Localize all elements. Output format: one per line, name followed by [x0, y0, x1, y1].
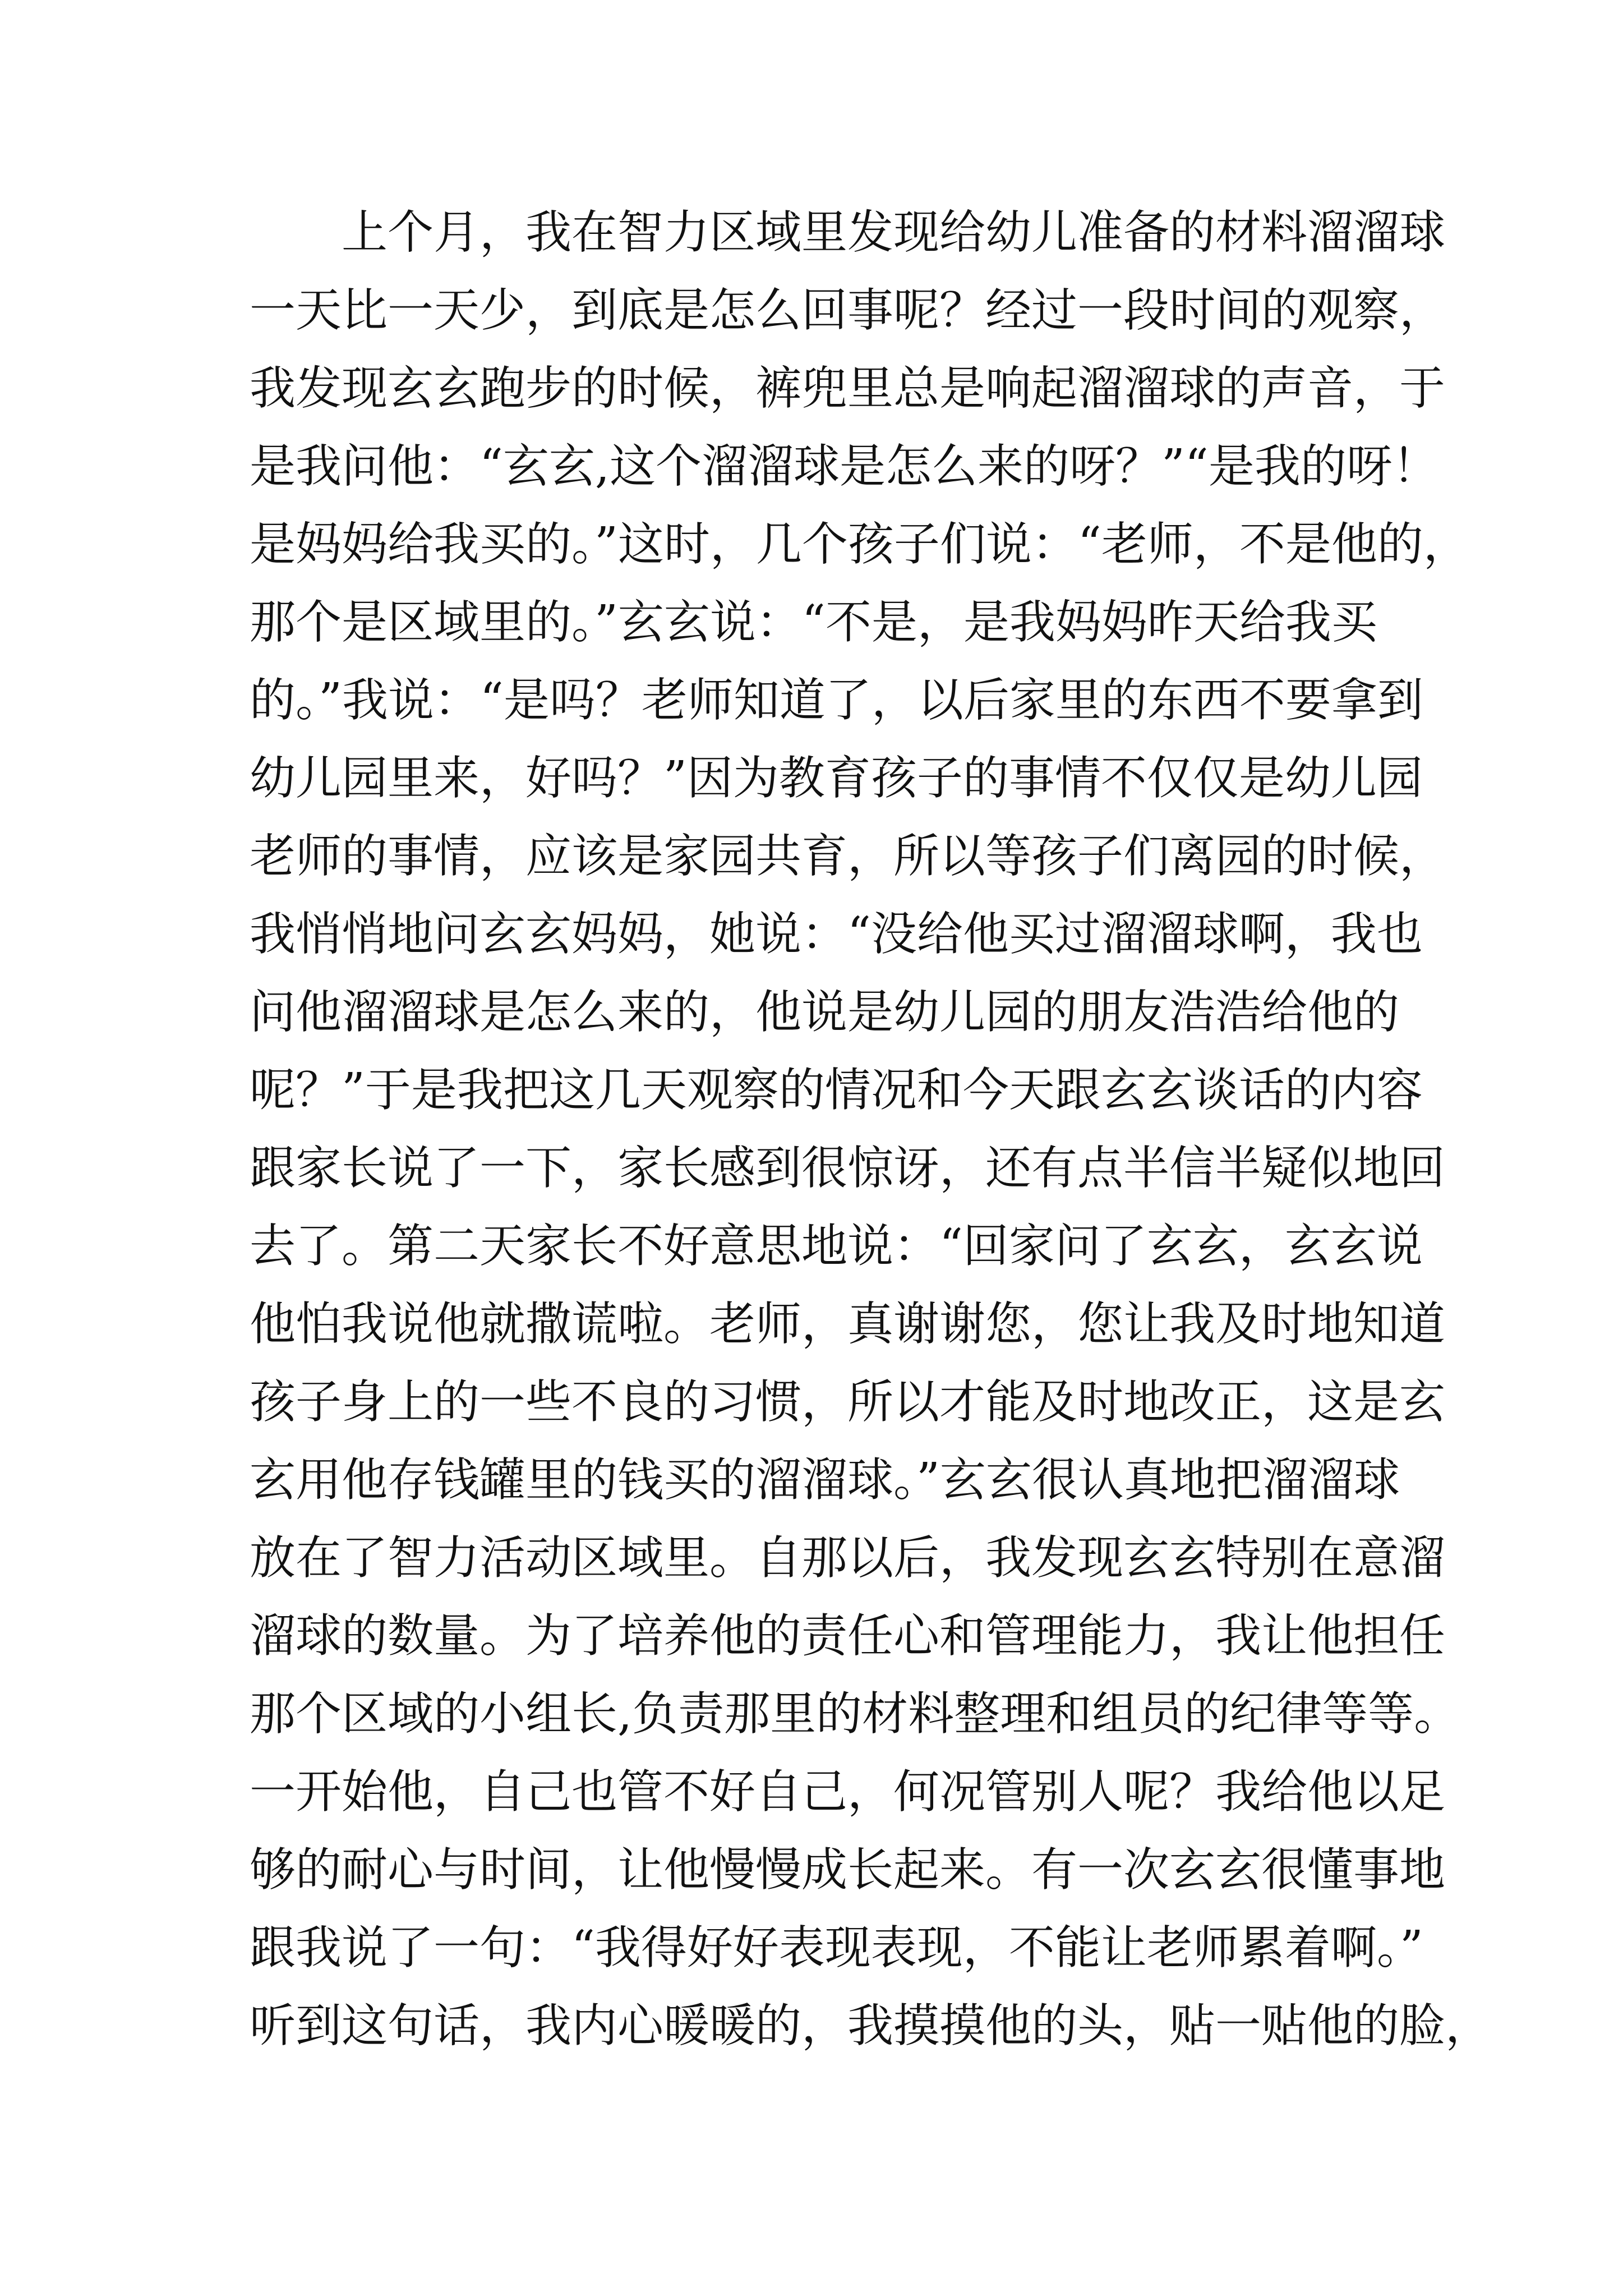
text-line: 去了。第二天家长不好意思地说：“回家问了玄玄，玄玄说 — [250, 1220, 1423, 1273]
body-paragraph — [250, 194, 1492, 2065]
text-line: 那个是区域里的。”玄玄说：“不是，是我妈妈昨天给我买 — [250, 596, 1377, 649]
text-line: 跟我说了一句：“我得好好表现表现，不能让老师累着啊。” — [250, 1921, 1423, 1975]
text-line: 我发现玄玄跑步的时候，裤兜里总是响起溜溜球的声音，于 — [250, 362, 1446, 415]
text-line: 一天比一天少，到底是怎么回事呢？经过一段时间的观察， — [250, 284, 1446, 337]
text-line: 是妈妈给我买的。”这时，几个孩子们说：“老师，不是他的， — [250, 518, 1469, 571]
text-line: 孩子身上的一些不良的习惯，所以才能及时地改正，这是玄 — [250, 1375, 1446, 1429]
text-line: 听到这句话，我内心暖暖的，我摸摸他的头，贴一贴他的脸， — [250, 1999, 1492, 2053]
text-line: 呢？”于是我把这几天观察的情况和今天跟玄玄谈话的内容 — [250, 1064, 1423, 1117]
text-line: 老师的事情，应该是家园共育，所以等孩子们离园的时候， — [250, 830, 1446, 883]
text-line: 够的耐心与时间，让他慢慢成长起来。有一次玄玄很懂事地 — [250, 1843, 1446, 1897]
text-line: 是我问他：“玄玄,这个溜溜球是怎么来的呀？”“是我的呀！ — [250, 440, 1438, 493]
text-line: 溜球的数量。为了培养他的责任心和管理能力，我让他担任 — [250, 1609, 1446, 1663]
text-line: 我悄悄地问玄玄妈妈，她说：“没给他买过溜溜球啊，我也 — [250, 908, 1423, 961]
text-line: 的。”我说：“是吗？老师知道了，以后家里的东西不要拿到 — [250, 674, 1423, 727]
text-line: 问他溜溜球是怎么来的，他说是幼儿园的朋友浩浩给他的 — [250, 986, 1400, 1039]
text-line: 跟家长说了一下，家长感到很惊讶，还有点半信半疑似地回 — [250, 1142, 1446, 1195]
text-line: 玄用他存钱罐里的钱买的溜溜球。”玄玄很认真地把溜溜球 — [250, 1453, 1400, 1507]
text-line: 那个区域的小组长,负责那里的材料整理和组员的纪律等等。 — [250, 1687, 1460, 1741]
text-line: 一开始他，自己也管不好自己，何况管别人呢？我给他以足 — [250, 1765, 1446, 1819]
text-line: 放在了智力活动区域里。自那以后，我发现玄玄特别在意溜 — [250, 1531, 1446, 1585]
text-line: 他怕我说他就撒谎啦。老师，真谢谢您，您让我及时地知道 — [250, 1297, 1446, 1351]
text-line: 幼儿园里来，好吗？”因为教育孩子的事情不仅仅是幼儿园 — [250, 752, 1423, 805]
text-line: 上个月，我在智力区域里发现给幼儿准备的材料溜溜球 — [342, 206, 1446, 259]
